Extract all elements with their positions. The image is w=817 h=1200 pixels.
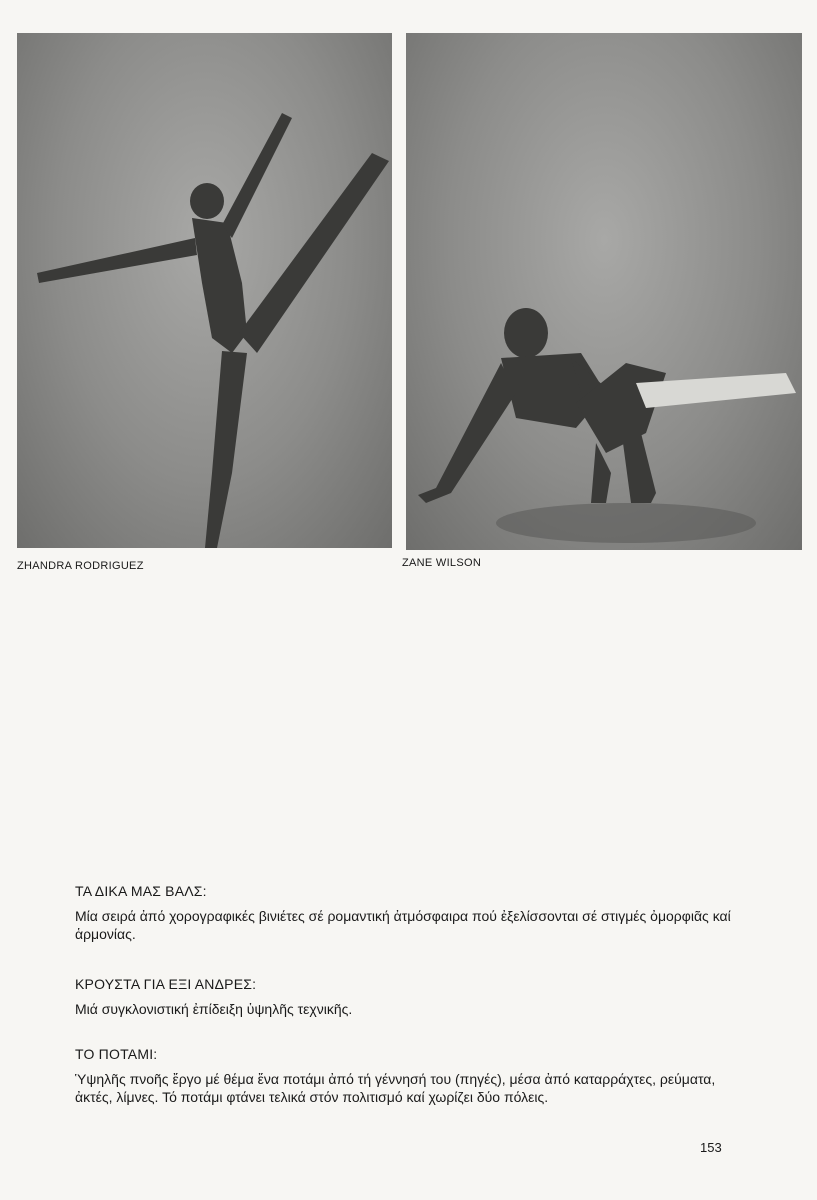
section-body: Ὑψηλῆς πνοῆς ἔργο μέ θέμα ἕνα ποτάμι ἀπό τή γέννησή του (πηγές), μέσα ἀπό καταρράχτες, ρεύματα, ἀκτές, λίμνες. Τό ποτάμι φτάνει τελικά στόν πολιτισμό καί χωρίζει δύο πόλεις. bbox=[75, 1071, 716, 1105]
section-river bbox=[75, 1046, 735, 1106]
dancer-figure-left bbox=[17, 33, 392, 548]
dancer-figure-right bbox=[406, 33, 802, 550]
section-percussion bbox=[75, 976, 735, 1018]
photo-caption-right: ZANE WILSON bbox=[402, 557, 482, 569]
dancer-photo-left bbox=[17, 33, 392, 548]
page-number: 153 bbox=[700, 1140, 722, 1155]
section-body: Μιά συγκλονιστική ἐπίδειξη ὑψηλῆς τεχνικῆς. bbox=[75, 1001, 353, 1017]
section-title: ΤΑ ΔΙΚΑ ΜΑΣ ΒΑΛΣ: bbox=[75, 883, 207, 899]
section-body: Μία σειρά ἀπό χορογραφικές βινιέτες σέ ρομαντική ἀτμόσφαιρα πού ἐξελίσσονται σέ στιγμές ὀμορφιᾶς καί ἁρμονίας. bbox=[75, 908, 731, 942]
section-waltzes bbox=[75, 883, 735, 943]
photo-caption-left: ZHANDRA RODRIGUEZ bbox=[17, 560, 144, 572]
dancer-photo-right bbox=[406, 33, 802, 550]
section-title: ΤΟ ΠΟΤΑΜΙ: bbox=[75, 1046, 158, 1062]
section-title: ΚΡΟΥΣΤΑ ΓΙΑ ΕΞΙ ΑΝΔΡΕΣ: bbox=[75, 976, 257, 992]
